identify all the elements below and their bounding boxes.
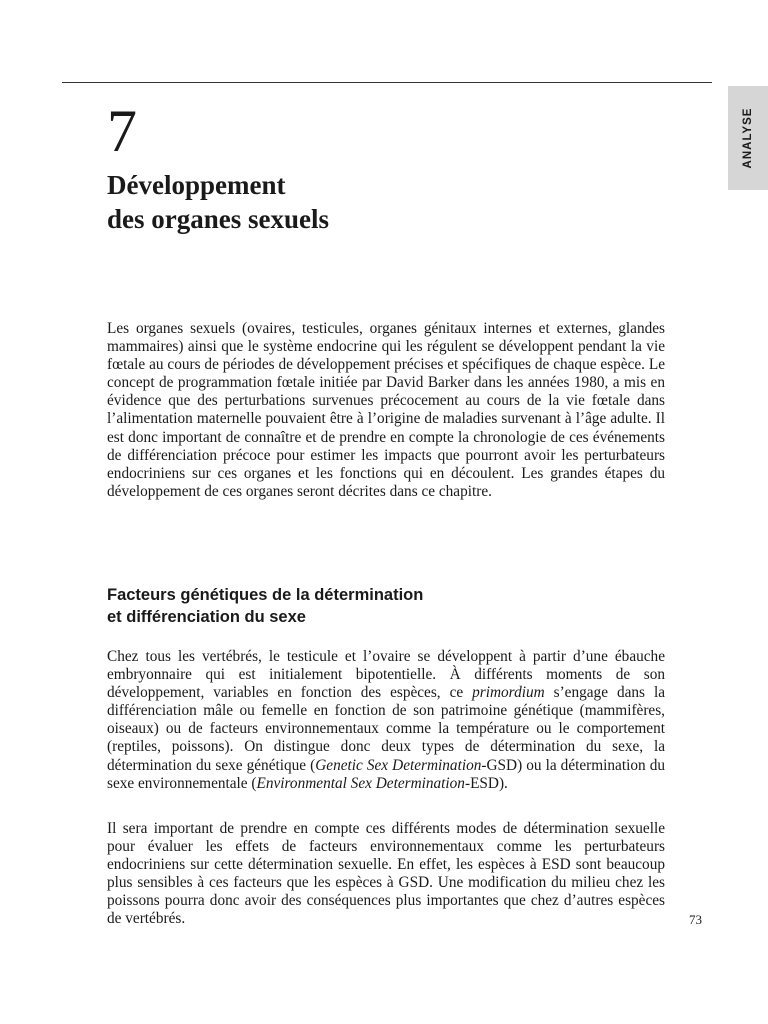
section-heading [107, 584, 667, 628]
section-paragraph-1 [107, 648, 665, 793]
p1-text-3: -GSD) ou la détermination du sexe environnementale ( [107, 756, 665, 792]
section-heading-line-1: Facteurs génétiques de la détermination [107, 586, 424, 604]
p1-italic-gsd: Genetic Sex Determination [315, 756, 482, 774]
chapter-title-line-2: des organes sexuels [107, 204, 329, 234]
p1-italic-esd: Environmental Sex Determination [256, 774, 465, 792]
p1-text-1: Chez tous les vertébrés, le testicule et l’ovaire se développent à partir d’une ébauche embryonnaire qui est initialement bipotentielle. À différents moments de son développement, variables en fonction des espèces, ce [107, 648, 665, 702]
chapter-title [107, 168, 627, 236]
top-rule [62, 82, 712, 83]
section-tab-label: ANALYSE [742, 107, 754, 169]
p1-text-2: s’engage dans la différenciation mâle ou femelle en fonction de son patrimoine génétique (mammifères, oiseaux) ou de facteurs environnementaux comme la température ou le comportement (reptiles, poissons). On distingue donc deux types de détermination du sexe, la détermination du sexe génétique ( [107, 684, 665, 774]
intro-paragraph: Les organes sexuels (ovaires, testicules, organes génitaux internes et externes, glandes mammaires) ainsi que le système endocrine qui les régulent se développent pendant la vie fœtale au cours de périodes de développement précises et spécifiques de chaque espèce. Le concept de programmation fœtale initiée par David Barker dans les années 1980, a mis en évidence que des perturbations survenues précocement au cours de la vie fœtale dans l’alimentation maternelle pouvaient être à l’origine de maladies survenant à l’âge adulte. Il est donc important de connaître et de prendre en compte la chronologie de ces événements de différenciation précoce pour estimer les impacts que pourront avoir les perturbateurs endocriniens sur ces organes et les fonctions qui en découlent. Les grandes étapes du développement de ces organes seront décrites dans ce chapitre. [107, 320, 665, 500]
chapter-number: 7 [107, 98, 137, 164]
p1-italic-primordium: primordium [472, 684, 545, 702]
section-tab [728, 86, 768, 190]
p1-text-4: -ESD). [464, 774, 508, 792]
section-heading-line-2: et différenciation du sexe [107, 608, 306, 626]
chapter-title-line-1: Développement [107, 170, 286, 200]
page-number: 73 [689, 912, 702, 927]
section-paragraph-2: Il sera important de prendre en compte ces différents modes de détermination sexuelle pour évaluer les effets de facteurs environnementaux comme les perturbateurs endocriniens sur cette détermination sexuelle. En effet, les espèces à ESD sont beaucoup plus sensibles à ces facteurs que les espèces à GSD. Une modification du milieu chez les poissons pourra donc avoir des conséquences plus importantes que chez d’autres espèces de vertébrés. [107, 820, 665, 928]
